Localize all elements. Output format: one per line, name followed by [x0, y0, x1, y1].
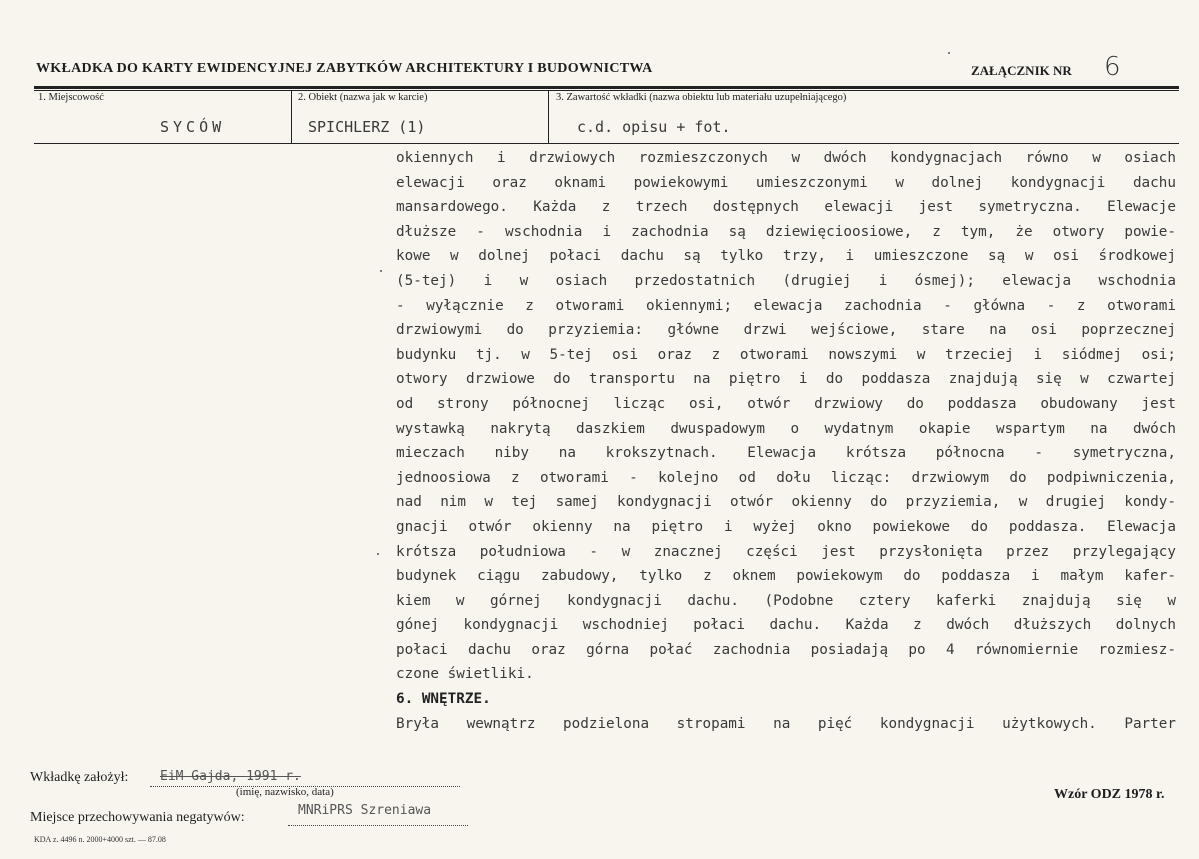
- form-title: WKŁADKA DO KARTY EWIDENCYJNEJ ZABYTKÓW ARCHITEKTURY I BUDOWNICTWA: [36, 61, 653, 76]
- text-line: jednoosiowa z otworami - kolejno od dołu licząc: drzwiowym do podpiwniczenia,: [396, 469, 1176, 486]
- locality-value: SYCÓW: [160, 118, 226, 136]
- section-heading: 6. WNĘTRZE.: [396, 691, 491, 708]
- text-line: - wyłącznie z otworami okiennymi; elewacja zachodnia - główna - z otworami: [396, 297, 1176, 314]
- founded-value: EiM Gajda, 1991 r.: [160, 769, 301, 784]
- text-line: drzwiowymi do przyziemia: główne drzwi wejściowe, stare na osi poprzecznej: [396, 322, 1176, 339]
- paper-speck: [377, 553, 379, 555]
- text-line: połaci dachu oraz górna połać zachodnia posiadają po 4 równomiernie rozmiesz-: [396, 641, 1176, 658]
- header-rule-thin: [34, 90, 1179, 91]
- text-line: otwory drzwiowe do transportu na piętro i do poddasza znajdują się w czwartej: [396, 371, 1176, 388]
- text-line: okiennych i drzwiowych rozmieszczonych w dwóch kondygnacjach równo w osiach: [396, 150, 1176, 166]
- annex-label: ZAŁĄCZNIK NR: [971, 63, 1072, 78]
- locality-label: 1. Miejscowość: [38, 92, 104, 103]
- storage-value: MNRiPRS Szreniawa: [298, 803, 432, 818]
- founded-caption: (imię, nazwisko, data): [236, 786, 334, 798]
- text-line: kowe w dolnej połaci dachu są tylko trzy, i umieszczone są w osi środkowej: [396, 248, 1176, 265]
- field-divider-1: [291, 90, 292, 143]
- text-line: (5-tej) i w osiach przedostatnich (drugiej i ósmej); elewacja wschodnia: [396, 272, 1176, 289]
- text-line: gnacji otwór okienny na piętro i wyżej okno powiekowe do poddasza. Elewacja: [396, 518, 1176, 535]
- object-label: 2. Obiekt (nazwa jak w karcie): [298, 92, 428, 103]
- text-line: od strony północnej licząc osi, otwór drzwiowy do poddasza obudowany jest: [396, 395, 1176, 412]
- fields-bottom-rule: [34, 143, 1179, 144]
- content-value: c.d. opisu + fot.: [577, 118, 731, 136]
- print-note: KDA z. 4496 n. 2000+4000 szt. — 87.08: [34, 835, 166, 844]
- storage-dotted-line: [288, 825, 468, 826]
- header-rule-thick: [34, 86, 1179, 89]
- form-model: Wzór ODZ 1978 r.: [1054, 787, 1165, 802]
- text-line: krótsza południowa - w znacznej części jest przysłonięta przez przylegający: [396, 543, 1176, 560]
- paper-speck: [948, 52, 950, 54]
- annex-number: 6: [1104, 52, 1121, 82]
- founded-label: Wkładkę założył:: [30, 770, 129, 785]
- text-line: budynek ciągu zabudowy, tylko z oknem powiekowym do poddasza i małym kafer-: [396, 568, 1176, 585]
- text-line: elewacji oraz oknami powiekowymi umieszczonymi w dolnej kondygnacji dachu: [396, 174, 1176, 191]
- content-label: 3. Zawartość wkładki (nazwa obiektu lub materiału uzupełniającego): [556, 92, 847, 103]
- field-divider-2: [548, 90, 549, 143]
- storage-label: Miejsce przechowywania negatywów:: [30, 810, 245, 825]
- text-line: Bryła wewnątrz podzielona stropami na pięć kondygnacji użytkowych. Parter: [396, 715, 1176, 732]
- text-line: gónej kondygnacji wschodniej połaci dachu. Każda z dwóch dłuższych dolnych: [396, 617, 1176, 634]
- text-line: nad nim w tej samej kondygnacji otwór okienny do przyziemia, w drugiej kondy-: [396, 494, 1176, 511]
- paper-speck: [380, 270, 382, 272]
- text-line: czone świetliki.: [396, 666, 534, 683]
- description-text: [396, 146, 1176, 736]
- text-line: budynku tj. w 5-tej osi oraz z otworami nowszymi w trzeciej i siódmej osi;: [396, 346, 1176, 363]
- text-line: mieczach niby na krokszytnach. Elewacja krótsza północna - symetryczna,: [396, 445, 1176, 462]
- text-line: dłuższe - wschodnia i zachodnia są dziewięcioosiowe, z tym, że otwory powie-: [396, 223, 1176, 240]
- text-line: kiem w górnej kondygnacji dachu. (Podobne cztery kaferki znajdują się w: [396, 592, 1176, 609]
- object-value: SPICHLERZ (1): [308, 118, 426, 136]
- text-line: wystawką nakrytą daszkiem dwuspadowym o wydatnym okapie wspartym na dwóch: [396, 420, 1176, 437]
- text-line: mansardowego. Każda z trzech dostępnych elewacji jest symetryczna. Elewacje: [396, 199, 1176, 216]
